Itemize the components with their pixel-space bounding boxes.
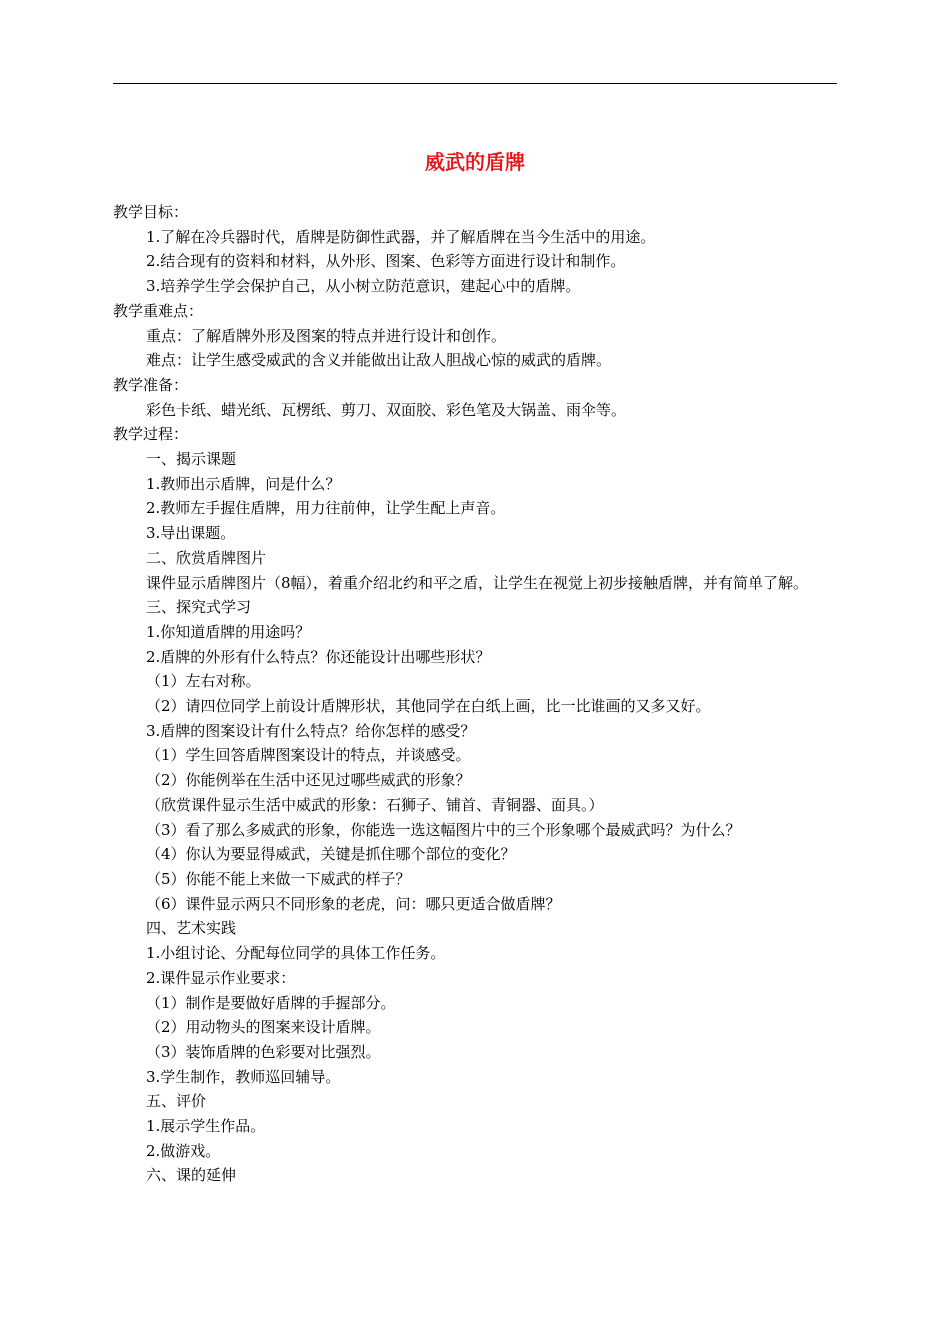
- step-heading-2: 二、欣赏盾牌图片: [146, 548, 267, 567]
- section-heading-preparation: 教学准备：: [113, 375, 189, 394]
- list-item: （2）你能例举在生活中还见过哪些威武的形象？: [146, 771, 471, 790]
- list-item: （2）请四位同学上前设计盾牌形状，其他同学在白纸上画，比一比谁画的又多又好。: [146, 697, 711, 716]
- list-item: （1）学生回答盾牌图案设计的特点，并谈感受。: [146, 746, 471, 765]
- header-rule: [113, 83, 837, 84]
- section-heading-key-points: 教学重难点：: [113, 301, 204, 320]
- list-item: 1.你知道盾牌的用途吗？: [146, 622, 311, 641]
- section-heading-process: 教学过程：: [113, 425, 189, 444]
- list-item: 2.课件显示作业要求：: [146, 968, 296, 987]
- step-heading-6: 六、课的延伸: [146, 1166, 237, 1185]
- list-item: 2.教师左手握住盾牌，用力往前伸，让学生配上声音。: [146, 499, 506, 518]
- list-item: （3）装饰盾牌的色彩要对比强烈。: [146, 1042, 381, 1061]
- paragraph-appreciation: 课件显示盾牌图片（8幅），着重介绍北约和平之盾，让学生在视觉上初步接触盾牌，并有简单了解。: [146, 573, 809, 592]
- step-heading-3: 三、探究式学习: [146, 598, 252, 617]
- list-item: 1.展示学生作品。: [146, 1117, 266, 1136]
- list-item: 1.教师出示盾牌，问是什么？: [146, 474, 341, 493]
- document-body: [113, 200, 837, 1188]
- list-item: （3）看了那么多威武的形象，你能选一选这幅图片中的三个形象哪个最威武吗？为什么？: [146, 820, 741, 839]
- list-item: （5）你能不能上来做一下威武的样子？: [146, 869, 411, 888]
- list-item: 2.盾牌的外形有什么特点？你还能设计出哪些形状？: [146, 647, 491, 666]
- list-item: 3.导出课题。: [146, 524, 236, 543]
- list-item: （1）左右对称。: [146, 672, 261, 691]
- step-heading-4: 四、艺术实践: [146, 919, 237, 938]
- list-item: （欣赏课件显示生活中威武的形象：石狮子、铺首、青铜器、面具。）: [146, 795, 604, 814]
- objective-3: 3.培养学生学会保护自己，从小树立防范意识，建起心中的盾牌。: [146, 277, 581, 296]
- materials-list: 彩色卡纸、蜡光纸、瓦楞纸、剪刀、双面胶、彩色笔及大锅盖、雨伞等。: [146, 400, 627, 419]
- objective-1: 1.了解在冷兵器时代，盾牌是防御性武器，并了解盾牌在当今生活中的用途。: [146, 227, 656, 246]
- step-heading-5: 五、评价: [146, 1092, 207, 1111]
- list-item: （6）课件显示两只不同形象的老虎，问：哪只更适合做盾牌？: [146, 894, 561, 913]
- section-heading-objectives: 教学目标：: [113, 203, 189, 221]
- list-item: （4）你认为要显得威武，关键是抓住哪个部位的变化？: [146, 845, 516, 864]
- key-point: 重点：了解盾牌外形及图案的特点并进行设计和创作。: [146, 326, 507, 345]
- list-item: 3.盾牌的图案设计有什么特点？给你怎样的感受？: [146, 721, 476, 740]
- document-title: 威武的盾牌: [425, 150, 525, 174]
- difficult-point: 难点：让学生感受威武的含义并能做出让敌人胆战心惊的威武的盾牌。: [146, 351, 612, 370]
- list-item: （2）用动物头的图案来设计盾牌。: [146, 1018, 381, 1037]
- objective-2: 2.结合现有的资料和材料，从外形、图案、色彩等方面进行设计和制作。: [146, 252, 626, 271]
- list-item: 2.做游戏。: [146, 1141, 221, 1160]
- list-item: 3.学生制作，教师巡回辅导。: [146, 1067, 341, 1086]
- list-item: （1）制作是要做好盾牌的手握部分。: [146, 993, 396, 1012]
- step-heading-1: 一、揭示课题: [146, 450, 237, 469]
- list-item: 1.小组讨论、分配每位同学的具体工作任务。: [146, 944, 446, 963]
